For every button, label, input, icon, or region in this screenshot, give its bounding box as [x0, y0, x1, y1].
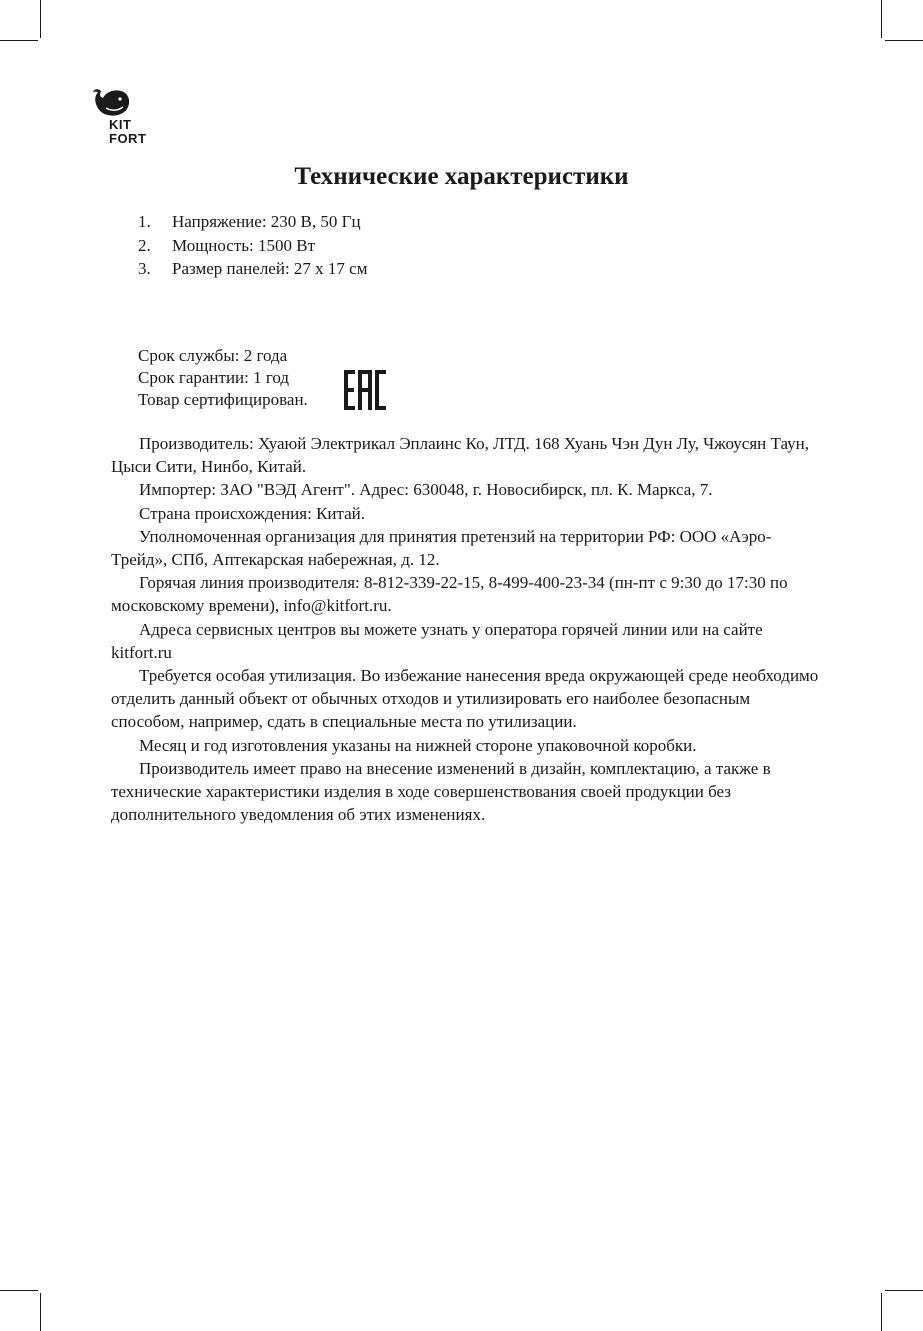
list-item-number: 3.: [138, 259, 151, 278]
logo-text-kit: KIT: [109, 117, 132, 132]
service-lifetime: Срок службы: 2 года: [138, 346, 288, 365]
claims-org-paragraph: Уполномоченная организация для принятия претензий на территории РФ: ООО «Аэро-Трейд», СПб, Аптекарская набережная, д. 12.: [111, 526, 772, 570]
certification-note: Товар сертифицирован.: [138, 390, 308, 409]
list-item-number: 1.: [138, 212, 151, 231]
crop-mark-bottom-right-h: [885, 1290, 923, 1291]
list-item: [138, 257, 367, 281]
warranty-period: Срок гарантии: 1 год: [138, 368, 290, 387]
origin-paragraph: Страна происхождения: Китай.: [139, 503, 366, 523]
list-item-text: Напряжение: 230 В, 50 Гц: [172, 212, 361, 231]
service-centers-paragraph: Адреса сервисных центров вы можете узнать у оператора горячей линии или на сайте kitfort.ru: [111, 619, 763, 662]
whale-icon: [92, 88, 132, 118]
kitfort-logo: [92, 88, 162, 146]
manufacture-date-paragraph: Месяц и год изготовления указаны на нижней стороне упаковочной коробки.: [139, 735, 697, 755]
crop-mark-bottom-right-v: [881, 1293, 882, 1331]
crop-mark-top-right-h: [885, 40, 923, 41]
service-info: [138, 345, 308, 411]
list-item: [138, 234, 367, 258]
crop-mark-top-right-v: [881, 0, 882, 38]
crop-mark-top-left-h: [0, 40, 38, 41]
hotline-paragraph: Горячая линия производителя: 8-812-339-22-15, 8-499-400-23-34 (пн-пт с 9:30 до 17:30 по московскому времени), info@kitfort.ru.: [111, 573, 788, 616]
eac-mark-icon: [344, 370, 386, 410]
list-item-text: Мощность: 1500 Вт: [172, 235, 316, 255]
list-item-number: 2.: [138, 235, 151, 255]
crop-mark-bottom-left-v: [40, 1293, 41, 1331]
changes-notice-paragraph: Производитель имеет право на внесение изменений в дизайн, комплектацию, а также в технические характеристики изделия в ходе совершенствования своей продукции без дополнительного уведомления об этих изменениях.: [111, 758, 771, 825]
disposal-paragraph: Требуется особая утилизация. Во избежание нанесения вреда окружающей среде необходимо отделить данный объект от обычных отходов и утилизировать его наиболее безопасным способом, например, сдать в специальные места по утилизации.: [111, 666, 819, 732]
specs-list: [138, 210, 367, 281]
list-item-text: Размер панелей: 27 х 17 см: [172, 259, 368, 278]
page-title: Технические характеристики: [294, 163, 629, 190]
body-text: [111, 432, 823, 826]
crop-mark-top-left-v: [40, 0, 41, 38]
importer-paragraph: Импортер: ЗАО "ВЭД Агент". Адрес: 630048, г. Новосибирск, пл. К. Маркса, 7.: [139, 480, 713, 500]
manufacturer-paragraph: Производитель: Хуаюй Электрикал Эплаинс Ко, ЛТД. 168 Хуань Чэн Дун Лу, Чжоусян Таун, Цыси Сити, Нинбо, Китай.: [111, 434, 810, 477]
logo-text-fort: FORT: [109, 131, 147, 146]
list-item: [138, 210, 367, 234]
crop-mark-bottom-left-h: [0, 1290, 38, 1291]
